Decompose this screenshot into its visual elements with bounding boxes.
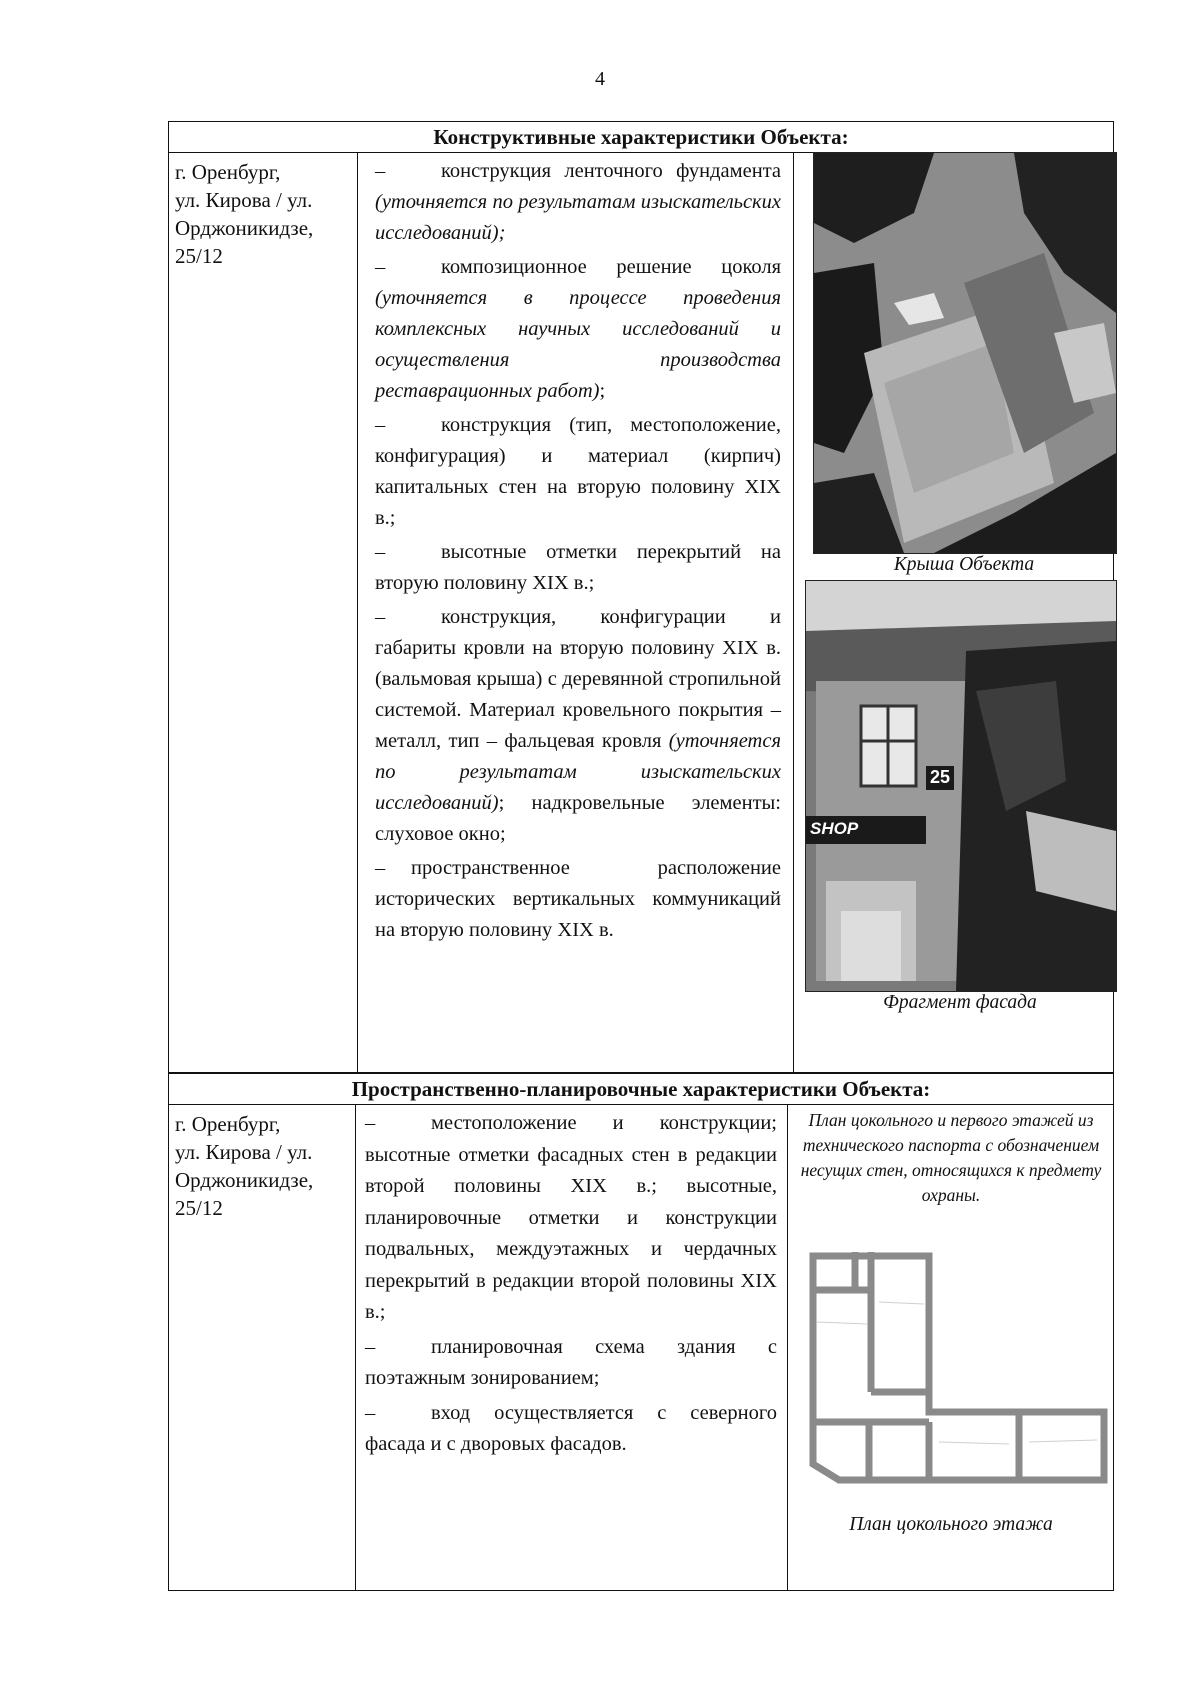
constructive-items-list <box>375 156 781 949</box>
column-divider <box>357 152 358 1072</box>
address-line: 25/12 <box>175 1196 223 1220</box>
facade-photo-caption: Фрагмент фасада <box>883 992 1037 1013</box>
address-line: 25/12 <box>175 244 223 268</box>
list-item: – пространственное расположение исторических вертикальных коммуникаций на вторую половину XIX в. <box>375 857 781 941</box>
address-line: г. Оренбург, <box>175 1112 281 1136</box>
list-item: – планировочная схема здания с поэтажным зонированием; <box>365 1335 777 1389</box>
floor-plan-title: План цокольного и первого этажей из технического паспорта с обозначением несущих стен, относящихся к предмету охраны. <box>800 1110 1102 1205</box>
house-number-sign: 25 <box>929 767 951 787</box>
object-address <box>175 1110 351 1222</box>
address-line: Орджоникидзе, <box>175 1168 314 1192</box>
shop-sign: SHOP <box>810 819 859 838</box>
list-item: – высотные отметки перекрытий на вторую половину XIX в.; <box>375 541 781 594</box>
roof-photo-image <box>814 153 1116 553</box>
page-number: 4 <box>595 68 605 90</box>
column-divider <box>355 1104 356 1590</box>
floor-plan-image <box>809 1242 1109 1512</box>
column-divider <box>793 152 794 1072</box>
spatial-planning-table <box>168 1073 1114 1591</box>
roof-photo <box>813 152 1117 554</box>
address-line: Орджоникидзе, <box>175 216 314 240</box>
object-address <box>175 158 351 270</box>
constructive-characteristics-table <box>168 121 1114 1073</box>
address-line: г. Оренбург, <box>175 160 281 184</box>
address-line: ул. Кирова / ул. <box>175 188 313 212</box>
facade-photo-image <box>806 581 1116 991</box>
list-item: – вход осуществляется с северного фасада и с дворовых фасадов. <box>365 1401 777 1455</box>
roof-photo-caption: Крыша Объекта <box>893 554 1035 575</box>
list-item: – конструкция ленточного фундамента (уточняется по результатам изыскательских исследований); <box>375 160 781 244</box>
facade-photo <box>805 580 1117 992</box>
section-heading: Конструктивные характеристики Объекта: <box>169 122 1113 153</box>
list-item: – конструкция, конфигурации и габариты кровли на вторую половину XIX в. (вальмовая крыша) с деревянной стропильной системой. Материал кровельного покрытия – металл, тип – фальцевая кровля (уточняется по результатам изыскательских исследований); надкровельные элементы: слуховое окно; <box>375 606 781 845</box>
section-heading: Пространственно-планировочные характеристики Объекта: <box>169 1074 1113 1105</box>
column-divider <box>787 1104 788 1590</box>
list-item: – композиционное решение цоколя (уточняется в процессе проведения комплексных научных исследований и осуществления производства реставрационных работ); <box>375 256 781 402</box>
floor-plan-drawing <box>809 1242 1109 1512</box>
list-item: – местоположение и конструкции; высотные отметки фасадных стен в редакции второй половины XIX в.; высотные, планировочные отметки и конструкции подвальных, междуэтажных и чердачных перекрытий в редакции второй половины XIX в.; <box>365 1112 777 1323</box>
list-item: – конструкция (тип, местоположение, конфигурация) и материал (кирпич) капитальных стен на вторую половину XIX в.; <box>375 414 781 529</box>
address-line: ул. Кирова / ул. <box>175 1140 313 1164</box>
spatial-items-list <box>365 1108 777 1464</box>
floor-plan-caption: План цокольного этажа <box>849 1514 1053 1535</box>
